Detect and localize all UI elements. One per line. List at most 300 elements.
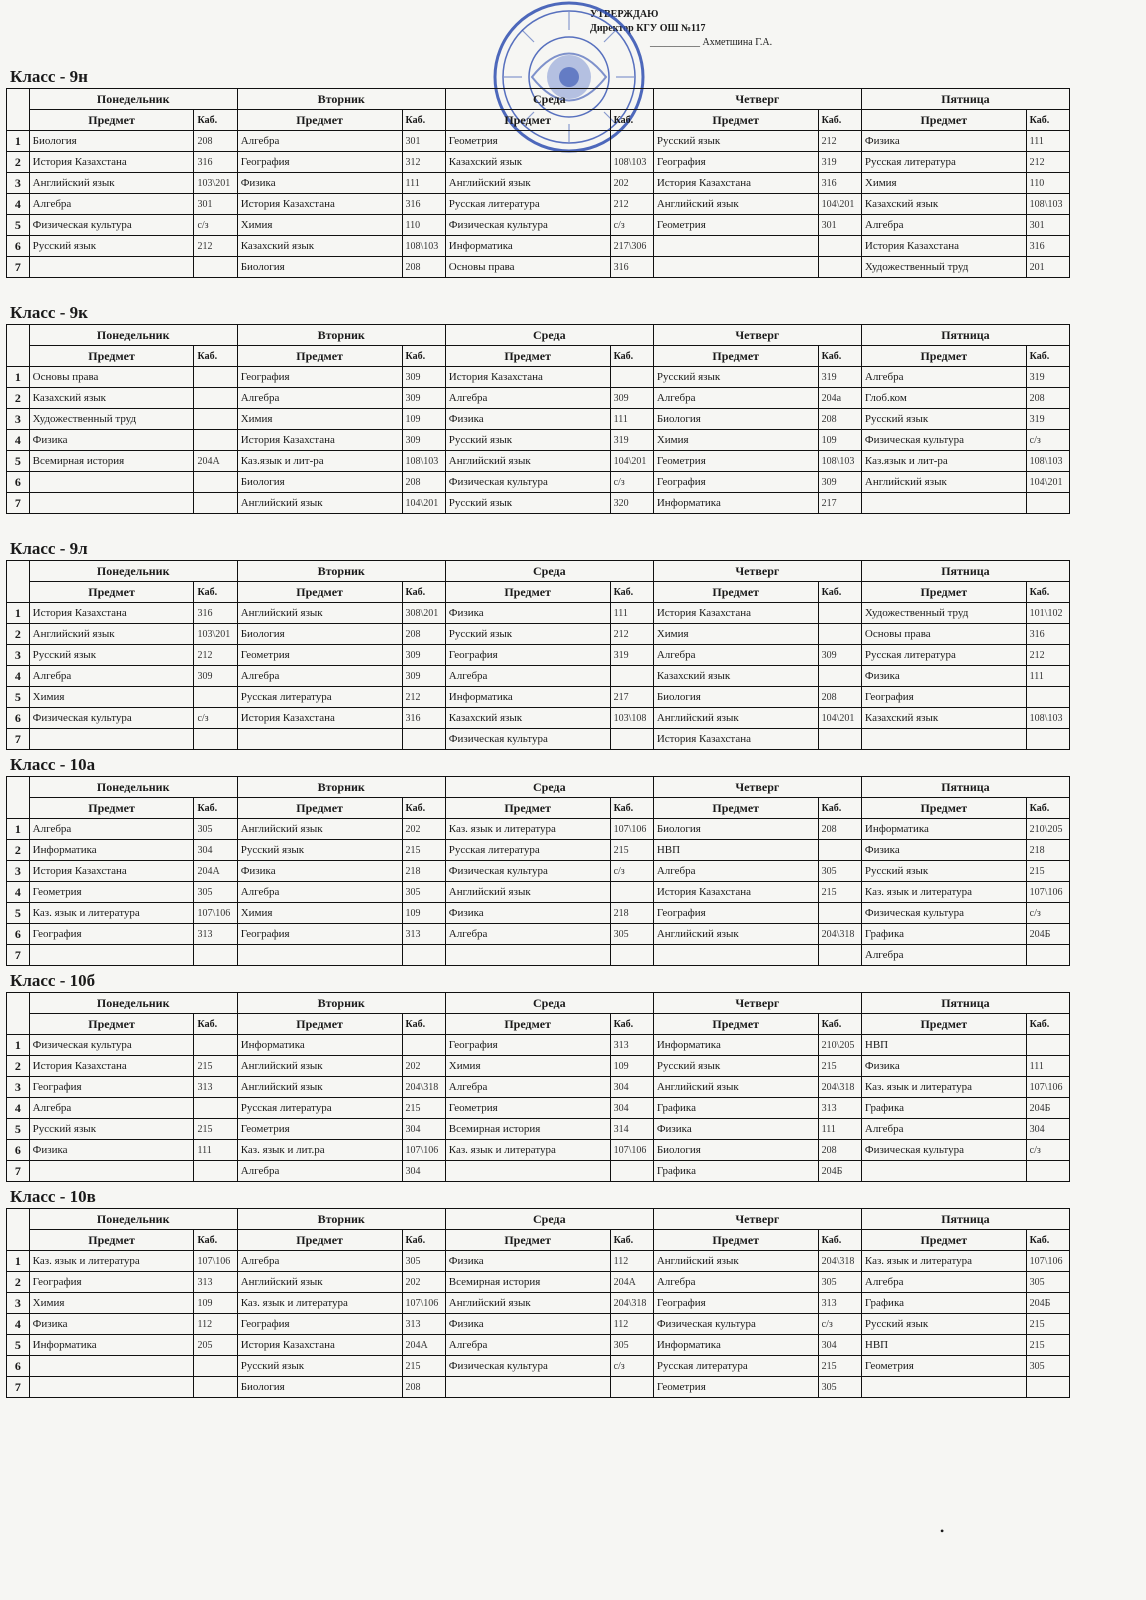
subject-cell: Геометрия bbox=[653, 215, 818, 236]
subject-cell bbox=[29, 1161, 194, 1182]
subject-cell bbox=[29, 257, 194, 278]
subject-cell: История Казахстана bbox=[237, 194, 402, 215]
subject-cell: Физика bbox=[445, 1251, 610, 1272]
room-cell: 316 bbox=[194, 152, 237, 173]
subject-cell bbox=[861, 1377, 1026, 1398]
subject-cell: Алгебра bbox=[445, 1077, 610, 1098]
room-cell: 104\201 bbox=[402, 493, 445, 514]
table-row bbox=[7, 215, 1070, 236]
table-row bbox=[7, 861, 1070, 882]
room-cell: 218 bbox=[610, 903, 653, 924]
approval-director: Директор КГУ ОШ №117 bbox=[590, 23, 706, 34]
class-title: Класс - 9к bbox=[10, 303, 88, 322]
room-cell: 204\318 bbox=[818, 924, 861, 945]
subject-cell: Глоб.ком bbox=[861, 388, 1026, 409]
room-cell: 208 bbox=[194, 131, 237, 152]
room-cell: 301 bbox=[402, 131, 445, 152]
subject-cell: Физическая культура bbox=[861, 1140, 1026, 1161]
subject-column-header: Предмет bbox=[653, 798, 818, 819]
subject-cell: Физика bbox=[861, 131, 1026, 152]
subject-cell: Алгебра bbox=[29, 194, 194, 215]
room-cell: 108\103 bbox=[1026, 451, 1069, 472]
table-row bbox=[7, 1377, 1070, 1398]
room-cell: 109 bbox=[402, 409, 445, 430]
subject-column-header: Предмет bbox=[237, 110, 402, 131]
room-cell: 309 bbox=[402, 430, 445, 451]
day-header: Четверг bbox=[653, 561, 861, 582]
table-row bbox=[7, 236, 1070, 257]
room-cell: 212 bbox=[1026, 152, 1069, 173]
table-row bbox=[7, 367, 1070, 388]
subject-cell: Английский язык bbox=[445, 1293, 610, 1314]
subject-cell: География bbox=[445, 1035, 610, 1056]
subject-cell: Русский язык bbox=[29, 236, 194, 257]
subject-cell: География bbox=[653, 903, 818, 924]
room-cell bbox=[818, 903, 861, 924]
room-cell: 109 bbox=[818, 430, 861, 451]
subject-cell: Всемирная история bbox=[445, 1272, 610, 1293]
subject-cell: Физическая культура bbox=[861, 903, 1026, 924]
class-title: Класс - 10в bbox=[10, 1187, 96, 1206]
day-header: Вторник bbox=[237, 325, 445, 346]
table-row bbox=[7, 1272, 1070, 1293]
room-column-header: Каб. bbox=[194, 582, 237, 603]
room-cell bbox=[194, 409, 237, 430]
room-cell: 204\318 bbox=[402, 1077, 445, 1098]
subject-column-header: Предмет bbox=[653, 1230, 818, 1251]
corner-cell bbox=[7, 993, 30, 1035]
room-cell: 313 bbox=[818, 1293, 861, 1314]
subject-cell: Алгебра bbox=[861, 1119, 1026, 1140]
day-header: Пятница bbox=[861, 777, 1069, 798]
subject-cell: Алгебра bbox=[653, 861, 818, 882]
table-row bbox=[7, 493, 1070, 514]
room-cell: 111 bbox=[402, 173, 445, 194]
subject-cell: Каз. язык и литература bbox=[861, 882, 1026, 903]
room-cell: 202 bbox=[402, 819, 445, 840]
subject-cell: Алгебра bbox=[653, 1272, 818, 1293]
lesson-number: 1 bbox=[7, 603, 30, 624]
subject-cell: Русский язык bbox=[29, 645, 194, 666]
subject-cell: Русская литература bbox=[861, 645, 1026, 666]
room-cell: 316 bbox=[194, 603, 237, 624]
room-cell: 111 bbox=[1026, 131, 1069, 152]
day-header: Пятница bbox=[861, 325, 1069, 346]
subject-column-header: Предмет bbox=[445, 798, 610, 819]
day-header: Среда bbox=[445, 777, 653, 798]
lesson-number: 3 bbox=[7, 1077, 30, 1098]
subject-cell: Химия bbox=[237, 903, 402, 924]
room-cell bbox=[402, 1035, 445, 1056]
room-cell: 201 bbox=[1026, 257, 1069, 278]
room-cell: 208 bbox=[402, 1377, 445, 1398]
subject-cell: Русский язык bbox=[29, 1119, 194, 1140]
room-cell: 313 bbox=[610, 1035, 653, 1056]
room-column-header: Каб. bbox=[1026, 1230, 1069, 1251]
subject-cell bbox=[445, 1161, 610, 1182]
subject-cell: Графика bbox=[861, 1293, 1026, 1314]
corner-cell bbox=[7, 561, 30, 603]
room-cell bbox=[1026, 493, 1069, 514]
subject-cell bbox=[861, 1161, 1026, 1182]
room-cell: 110 bbox=[1026, 173, 1069, 194]
subject-cell: Казахский язык bbox=[445, 152, 610, 173]
room-cell bbox=[194, 1035, 237, 1056]
subject-cell: Английский язык bbox=[653, 1077, 818, 1098]
lesson-number: 7 bbox=[7, 1161, 30, 1182]
subject-column-header: Предмет bbox=[861, 1230, 1026, 1251]
subject-cell: Физическая культура bbox=[653, 1314, 818, 1335]
subject-cell: Физика bbox=[237, 173, 402, 194]
room-column-header: Каб. bbox=[610, 582, 653, 603]
subject-cell: Каз. язык и литература bbox=[861, 1251, 1026, 1272]
subject-cell: География bbox=[861, 687, 1026, 708]
table-row bbox=[7, 729, 1070, 750]
table-row bbox=[7, 1251, 1070, 1272]
subject-cell: Биология bbox=[653, 1140, 818, 1161]
room-cell: 202 bbox=[402, 1056, 445, 1077]
room-cell bbox=[194, 1356, 237, 1377]
room-cell: 204А bbox=[194, 451, 237, 472]
room-cell: 101\102 bbox=[1026, 603, 1069, 624]
subject-cell: История Казахстана bbox=[29, 861, 194, 882]
subject-cell: Алгебра bbox=[445, 924, 610, 945]
room-cell: 304 bbox=[610, 1077, 653, 1098]
subject-cell: Каз.язык и лит-ра bbox=[237, 451, 402, 472]
day-header: Вторник bbox=[237, 1209, 445, 1230]
subject-cell: Информатика bbox=[653, 1035, 818, 1056]
room-cell: 215 bbox=[1026, 1314, 1069, 1335]
subject-cell: Химия bbox=[861, 173, 1026, 194]
subject-cell: Физическая культура bbox=[29, 708, 194, 729]
room-cell: 215 bbox=[402, 1356, 445, 1377]
table-row bbox=[7, 1098, 1070, 1119]
room-cell bbox=[818, 840, 861, 861]
subject-cell bbox=[237, 945, 402, 966]
room-cell bbox=[610, 729, 653, 750]
table-row bbox=[7, 666, 1070, 687]
room-cell bbox=[610, 367, 653, 388]
subject-cell: География bbox=[29, 924, 194, 945]
room-cell bbox=[194, 687, 237, 708]
subject-cell: Графика bbox=[653, 1098, 818, 1119]
subject-cell: Каз. язык и литература bbox=[861, 1077, 1026, 1098]
room-cell: 217 bbox=[610, 687, 653, 708]
lesson-number: 6 bbox=[7, 472, 30, 493]
subject-cell: Каз. язык и литература bbox=[445, 1140, 610, 1161]
subject-cell: История Казахстана bbox=[237, 430, 402, 451]
subject-column-header: Предмет bbox=[861, 346, 1026, 367]
room-cell: 316 bbox=[402, 194, 445, 215]
room-cell: 208 bbox=[402, 624, 445, 645]
subject-cell bbox=[653, 257, 818, 278]
subject-cell: Геометрия bbox=[237, 645, 402, 666]
room-cell bbox=[610, 131, 653, 152]
subject-cell bbox=[237, 729, 402, 750]
room-column-header: Каб. bbox=[402, 110, 445, 131]
subject-cell: Английский язык bbox=[29, 173, 194, 194]
room-cell: 215 bbox=[818, 1056, 861, 1077]
class-block bbox=[6, 970, 1070, 1182]
subject-column-header: Предмет bbox=[237, 798, 402, 819]
room-column-header: Каб. bbox=[194, 110, 237, 131]
room-cell: 104\201 bbox=[1026, 472, 1069, 493]
room-cell: 305 bbox=[402, 882, 445, 903]
subject-cell: Информатика bbox=[445, 236, 610, 257]
table-row bbox=[7, 924, 1070, 945]
day-header: Среда bbox=[445, 993, 653, 1014]
table-row bbox=[7, 1077, 1070, 1098]
lesson-number: 5 bbox=[7, 215, 30, 236]
day-header: Понедельник bbox=[29, 561, 237, 582]
room-cell bbox=[194, 729, 237, 750]
room-cell: 312 bbox=[402, 152, 445, 173]
day-header: Пятница bbox=[861, 993, 1069, 1014]
subject-cell: География bbox=[237, 367, 402, 388]
subject-cell: Всемирная история bbox=[29, 451, 194, 472]
timetable bbox=[6, 776, 1070, 966]
subject-cell: Художественный труд bbox=[29, 409, 194, 430]
lesson-number: 7 bbox=[7, 1377, 30, 1398]
room-cell: 304 bbox=[402, 1119, 445, 1140]
day-header: Вторник bbox=[237, 777, 445, 798]
room-cell bbox=[1026, 729, 1069, 750]
lesson-number: 3 bbox=[7, 409, 30, 430]
room-cell: 215 bbox=[610, 840, 653, 861]
subject-cell: Английский язык bbox=[653, 924, 818, 945]
subject-cell: История Казахстана bbox=[237, 1335, 402, 1356]
room-cell: 212 bbox=[818, 131, 861, 152]
day-header: Вторник bbox=[237, 89, 445, 110]
subject-column-header: Предмет bbox=[445, 346, 610, 367]
lesson-number: 4 bbox=[7, 882, 30, 903]
subject-cell bbox=[861, 729, 1026, 750]
room-cell bbox=[194, 1098, 237, 1119]
subject-cell: Английский язык bbox=[237, 603, 402, 624]
room-cell bbox=[610, 945, 653, 966]
table-row bbox=[7, 152, 1070, 173]
subject-cell: Каз. язык и литература bbox=[445, 819, 610, 840]
lesson-number: 1 bbox=[7, 131, 30, 152]
subject-cell: Биология bbox=[237, 472, 402, 493]
subject-cell: НВП bbox=[861, 1335, 1026, 1356]
table-row bbox=[7, 257, 1070, 278]
room-column-header: Каб. bbox=[402, 1014, 445, 1035]
room-cell: 204Б bbox=[818, 1161, 861, 1182]
subject-cell bbox=[29, 1356, 194, 1377]
room-cell: 305 bbox=[194, 819, 237, 840]
room-cell: с/з bbox=[194, 215, 237, 236]
day-header: Четверг bbox=[653, 993, 861, 1014]
table-row bbox=[7, 708, 1070, 729]
room-cell: 109 bbox=[610, 1056, 653, 1077]
day-header: Понедельник bbox=[29, 325, 237, 346]
lesson-number: 4 bbox=[7, 1314, 30, 1335]
room-cell: 316 bbox=[610, 257, 653, 278]
corner-cell bbox=[7, 777, 30, 819]
room-cell: с/з bbox=[610, 861, 653, 882]
room-cell: 305 bbox=[402, 1251, 445, 1272]
day-header: Пятница bbox=[861, 561, 1069, 582]
room-cell: 309 bbox=[818, 645, 861, 666]
subject-cell: Алгебра bbox=[237, 1251, 402, 1272]
room-cell: 108\103 bbox=[818, 451, 861, 472]
room-cell: 107\106 bbox=[1026, 1251, 1069, 1272]
room-column-header: Каб. bbox=[1026, 798, 1069, 819]
subject-cell: Физика bbox=[653, 1119, 818, 1140]
room-cell: 316 bbox=[818, 173, 861, 194]
lesson-number: 5 bbox=[7, 687, 30, 708]
room-column-header: Каб. bbox=[818, 110, 861, 131]
subject-cell bbox=[653, 236, 818, 257]
subject-cell: Английский язык bbox=[653, 1251, 818, 1272]
room-cell: 305 bbox=[1026, 1272, 1069, 1293]
subject-cell: Английский язык bbox=[861, 472, 1026, 493]
subject-column-header: Предмет bbox=[653, 582, 818, 603]
room-column-header: Каб. bbox=[610, 110, 653, 131]
room-cell: 107\106 bbox=[1026, 882, 1069, 903]
subject-cell: Алгебра bbox=[445, 666, 610, 687]
lesson-number: 7 bbox=[7, 257, 30, 278]
lesson-number: 6 bbox=[7, 1140, 30, 1161]
room-cell: 319 bbox=[610, 645, 653, 666]
room-cell: 204\318 bbox=[818, 1077, 861, 1098]
corner-cell bbox=[7, 1209, 30, 1251]
room-cell: 304 bbox=[1026, 1119, 1069, 1140]
lesson-number: 2 bbox=[7, 624, 30, 645]
room-cell: 108\103 bbox=[402, 236, 445, 257]
table-row bbox=[7, 1314, 1070, 1335]
room-column-header: Каб. bbox=[402, 1230, 445, 1251]
subject-column-header: Предмет bbox=[237, 1230, 402, 1251]
room-cell: 204Б bbox=[1026, 1098, 1069, 1119]
subject-cell: История Казахстана bbox=[653, 173, 818, 194]
room-cell: 309 bbox=[194, 666, 237, 687]
subject-cell: Физика bbox=[29, 1140, 194, 1161]
subject-cell: Физическая культура bbox=[445, 1356, 610, 1377]
lesson-number: 4 bbox=[7, 1098, 30, 1119]
subject-cell: Графика bbox=[861, 924, 1026, 945]
subject-cell: Алгебра bbox=[237, 1161, 402, 1182]
room-cell: 204А bbox=[610, 1272, 653, 1293]
subject-cell: Английский язык bbox=[445, 882, 610, 903]
subject-cell: Биология bbox=[29, 131, 194, 152]
subject-cell: Физическая культура bbox=[445, 215, 610, 236]
room-cell bbox=[1026, 945, 1069, 966]
room-cell: 305 bbox=[1026, 1356, 1069, 1377]
subject-cell: Алгебра bbox=[29, 1098, 194, 1119]
subject-cell: Физика bbox=[861, 840, 1026, 861]
subject-cell: Биология bbox=[237, 1377, 402, 1398]
subject-column-header: Предмет bbox=[29, 1014, 194, 1035]
room-cell bbox=[610, 1377, 653, 1398]
subject-cell: Каз. язык и литература bbox=[29, 903, 194, 924]
subject-cell: Русский язык bbox=[237, 1356, 402, 1377]
corner-cell bbox=[7, 325, 30, 367]
lesson-number: 3 bbox=[7, 1293, 30, 1314]
subject-cell: География bbox=[445, 645, 610, 666]
table-row bbox=[7, 194, 1070, 215]
subject-cell: Информатика bbox=[237, 1035, 402, 1056]
subject-cell: Биология bbox=[653, 687, 818, 708]
table-row bbox=[7, 173, 1070, 194]
room-cell: 217\306 bbox=[610, 236, 653, 257]
lesson-number: 3 bbox=[7, 861, 30, 882]
subject-cell: Физика bbox=[29, 1314, 194, 1335]
room-cell bbox=[818, 236, 861, 257]
subject-cell: Казахский язык bbox=[445, 708, 610, 729]
table-row bbox=[7, 1119, 1070, 1140]
subject-cell: Геометрия bbox=[237, 1119, 402, 1140]
day-header: Вторник bbox=[237, 561, 445, 582]
room-column-header: Каб. bbox=[818, 582, 861, 603]
subject-cell: Английский язык bbox=[237, 1272, 402, 1293]
lesson-number: 6 bbox=[7, 708, 30, 729]
day-header: Среда bbox=[445, 561, 653, 582]
subject-cell: География bbox=[29, 1272, 194, 1293]
subject-cell: Биология bbox=[237, 624, 402, 645]
subject-cell: Каз.язык и лит-ра bbox=[861, 451, 1026, 472]
subject-cell: Основы права bbox=[445, 257, 610, 278]
room-cell: 314 bbox=[610, 1119, 653, 1140]
subject-cell: Русская литература bbox=[653, 1356, 818, 1377]
room-column-header: Каб. bbox=[818, 1014, 861, 1035]
lesson-number: 7 bbox=[7, 493, 30, 514]
subject-cell: Алгебра bbox=[861, 1272, 1026, 1293]
subject-cell: Русский язык bbox=[861, 409, 1026, 430]
room-cell: 313 bbox=[194, 924, 237, 945]
subject-cell: Алгебра bbox=[445, 388, 610, 409]
room-cell bbox=[818, 945, 861, 966]
room-cell: 319 bbox=[818, 152, 861, 173]
day-header: Четверг bbox=[653, 325, 861, 346]
room-cell: 107\106 bbox=[194, 903, 237, 924]
subject-cell: Информатика bbox=[29, 840, 194, 861]
subject-cell: Биология bbox=[653, 409, 818, 430]
room-cell: с/з bbox=[610, 1356, 653, 1377]
room-cell bbox=[194, 257, 237, 278]
day-header: Среда bbox=[445, 1209, 653, 1230]
lesson-number: 7 bbox=[7, 945, 30, 966]
subject-cell: Алгебра bbox=[237, 882, 402, 903]
subject-cell: Алгебра bbox=[237, 131, 402, 152]
room-column-header: Каб. bbox=[1026, 1014, 1069, 1035]
subject-cell: География bbox=[29, 1077, 194, 1098]
subject-cell: Физическая культура bbox=[445, 472, 610, 493]
room-cell: 309 bbox=[402, 367, 445, 388]
subject-cell: Каз. язык и лит.ра bbox=[237, 1140, 402, 1161]
room-cell: 304 bbox=[194, 840, 237, 861]
subject-cell: Химия bbox=[29, 1293, 194, 1314]
subject-cell: История Казахстана bbox=[445, 367, 610, 388]
subject-cell bbox=[861, 493, 1026, 514]
subject-column-header: Предмет bbox=[445, 1014, 610, 1035]
subject-column-header: Предмет bbox=[445, 1230, 610, 1251]
corner-cell bbox=[7, 89, 30, 131]
room-cell: 111 bbox=[1026, 1056, 1069, 1077]
room-cell: 103\201 bbox=[194, 173, 237, 194]
subject-cell: НВП bbox=[861, 1035, 1026, 1056]
room-cell: 212 bbox=[194, 236, 237, 257]
table-row bbox=[7, 624, 1070, 645]
room-cell: 208 bbox=[818, 1140, 861, 1161]
class-title: Класс - 9л bbox=[10, 539, 88, 558]
room-cell bbox=[818, 624, 861, 645]
room-cell: 309 bbox=[402, 388, 445, 409]
table-row bbox=[7, 840, 1070, 861]
table-row bbox=[7, 388, 1070, 409]
subject-cell: История Казахстана bbox=[29, 152, 194, 173]
